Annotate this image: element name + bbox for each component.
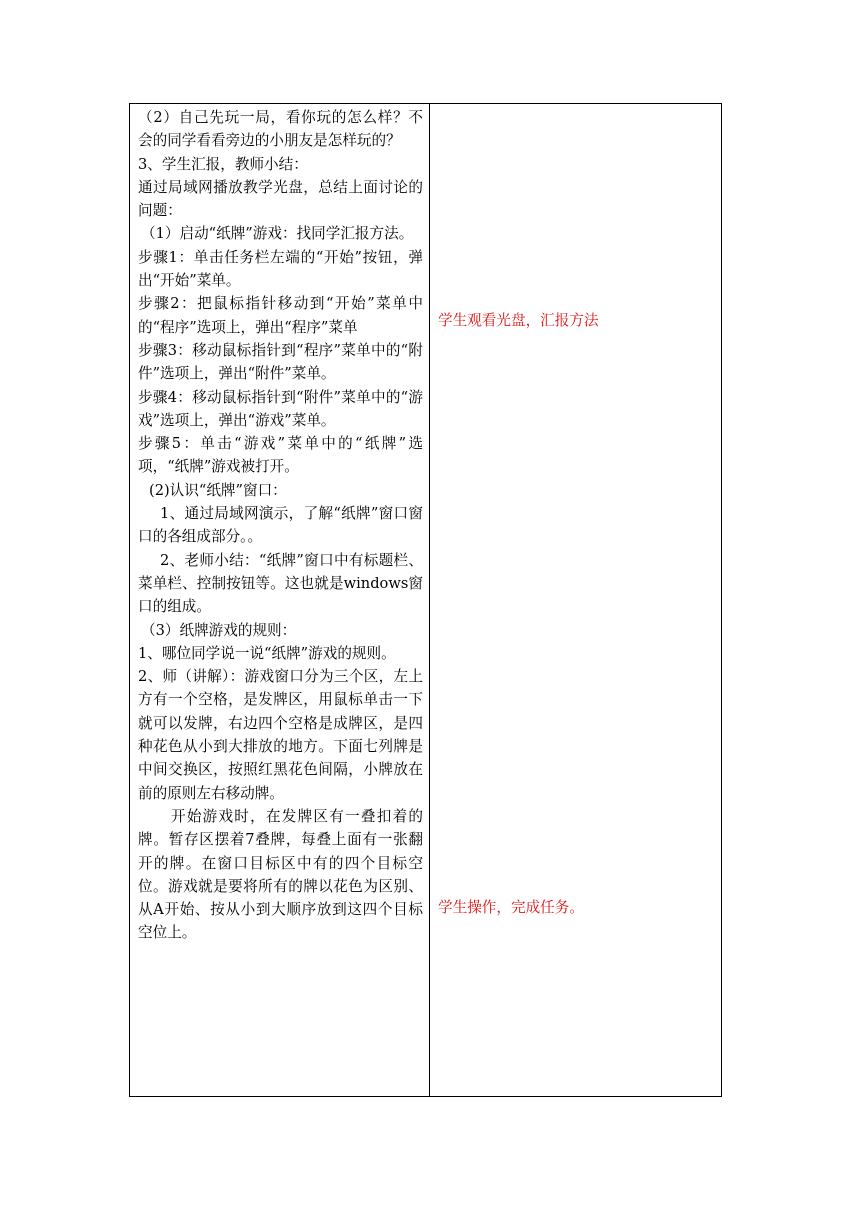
paragraph: 步骤5：单击“游戏”菜单中的“纸牌”选项，“纸牌”游戏被打开。 <box>138 435 423 476</box>
paragraph: 步骤4：移动鼠标指针到“附件”菜单中的“游戏”选项上，弹出“游戏”菜单。 <box>138 388 423 429</box>
paragraph: 步骤1：单击任务栏左端的“开始”按钮，弹出“开始”菜单。 <box>138 248 423 290</box>
lesson-table <box>129 103 722 1097</box>
paragraph: 步骤2：把鼠标指针移动到“开始”菜单中的“程序”选项上，弹出“程序”菜单 <box>138 295 423 336</box>
teaching-process-cell <box>130 104 430 1097</box>
paragraph: 3、学生汇报，教师小结： <box>138 155 308 173</box>
paragraph: (2)认识“纸牌”窗口： <box>149 481 287 499</box>
table-row <box>130 104 722 1097</box>
paragraph: 步骤3：移动鼠标指针到“程序”菜单中的“附件”选项上，弹出“附件”菜单。 <box>138 341 423 383</box>
student-activity-note: 学生操作，完成任务。 <box>438 899 584 916</box>
paragraph: （1）启动“纸牌”游戏：找同学汇报方法。 <box>141 225 414 243</box>
paragraph: 开始游戏时，在发牌区有一叠扣着的牌。暂存区摆着7叠牌，每叠上面有一张翻开的牌。在窗口目标区中有的四个目标空位。游戏就是要将所有的牌以花色为区别、从A开始、按从小到大顺序放到这四个目标空位上。 <box>138 807 423 942</box>
paragraph: （2）自己先玩一局，看你玩的怎么样？不会的同学看看旁边的小朋友是怎样玩的？ <box>138 109 423 150</box>
paragraph: 2、师（讲解）：游戏窗口分为三个区，左上方有一个空格，是发牌区，用鼠标单击一下就可以发牌，右边四个空格是成牌区，是四种花色从小到大排放的地方。下面七列牌是中间交换区，按照红黑花色间隔，小牌放在前的原则左右移动牌。 <box>138 668 423 802</box>
paragraph: 2、老师小结：“纸牌”窗口中有标题栏、菜单栏、控制按钮等。这也就是windows窗口的组成。 <box>138 551 423 616</box>
paragraph: 1、通过局域网演示，了解“纸牌”窗口窗口的各组成部分。。 <box>138 505 423 546</box>
paragraph: 通过局域网播放教学光盘，总结上面讨论的问题： <box>138 178 423 220</box>
student-activity-cell <box>430 104 722 1097</box>
paragraph: （3）纸牌游戏的规则： <box>141 621 297 639</box>
paragraph: 1、哪位同学说一说“纸牌”游戏的规则。 <box>138 644 396 662</box>
student-activity-note: 学生观看光盘，汇报方法 <box>438 312 599 329</box>
